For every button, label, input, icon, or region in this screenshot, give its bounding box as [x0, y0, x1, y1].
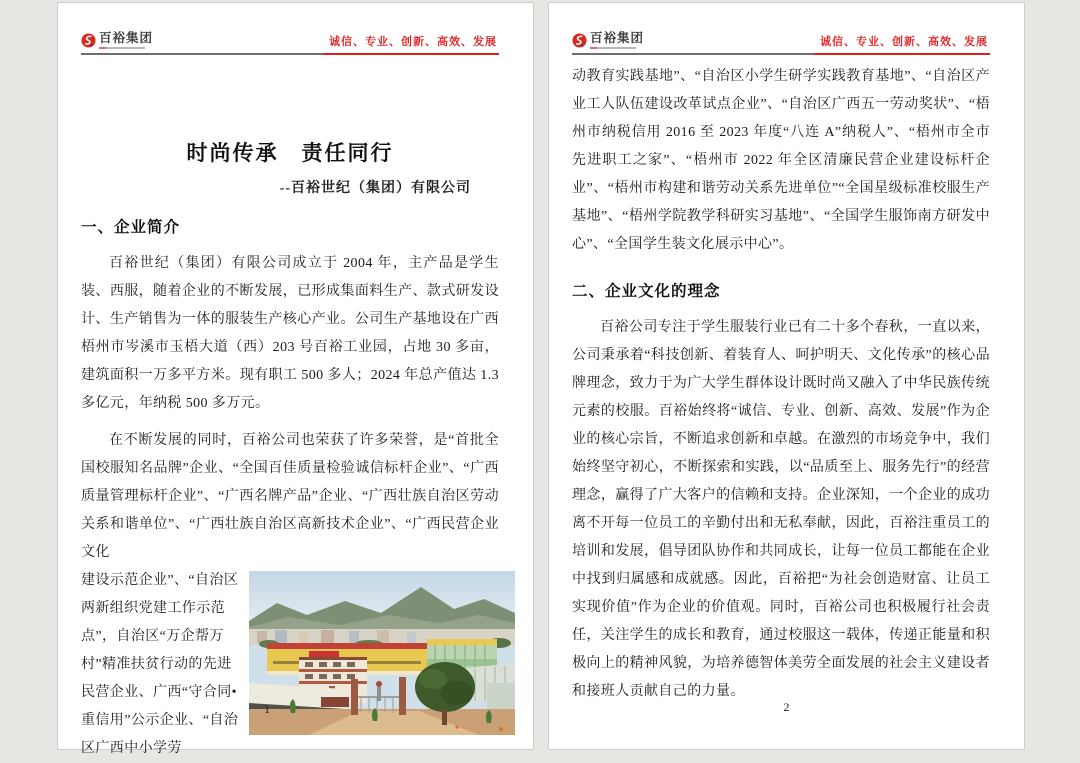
page-1	[57, 2, 534, 756]
logo-text: 百裕集团	[590, 31, 645, 45]
header-motto: 诚信、专业、创新、高效、发展	[323, 33, 499, 55]
header-motto: 诚信、专业、创新、高效、发展	[814, 33, 990, 55]
section-1-heading: 一、企业简介	[81, 219, 181, 236]
logo-icon	[81, 33, 96, 48]
paragraph: 百裕世纪（集团）有限公司成立于 2004 年，主产品是学生装、西服，随着企业的不断发展，已形成集面料生产、款式研发设计、生产销售为一体的服装生产核心产业。公司生产基地设在广西梧州市岑溪市玉梧大道（西）203 号百裕工业园，占地 30 多亩，建筑面积一万多平方米。现有职工 500 多人；2024 年总产值达 1.3 多亿元，年纳税 500 多万元。	[81, 256, 499, 411]
page-header	[81, 31, 499, 55]
company-logo	[572, 32, 644, 53]
logo-icon	[572, 33, 587, 48]
company-logo	[81, 32, 153, 53]
logo-text: 百裕集团	[99, 31, 154, 45]
document-title: 时尚传承 责任同行	[186, 141, 394, 165]
page-number: 1	[264, 702, 270, 716]
page-header	[572, 31, 990, 55]
paragraph: 百裕公司专注于学生服装行业已有二十多个春秋，一直以来，公司秉承着“科技创新、着装育人、呵护明天、文化传承”的核心品牌理念，致力于为广大学生群体设计既时尚又融入了中华民族传统元素的校服。百裕始终将“诚信、专业、创新、高效、发展”作为企业的核心宗旨，不断追求创新和卓越。在激烈的市场竞争中，我们始终坚守初心，不断探索和实践，以“品质至上、服务先行”的经营理念，赢得了广大客户的信赖和支持。企业深知，一个企业的成功离不开每一位员工的辛勤付出和无私奉献，因此，百裕注重员工的培训和发展，倡导团队协作和共同成长，让每一位员工都能在企业中找到归属感和成就感。因此，百裕把“为社会创造财富、让员工实现价值”作为企业的价值观。同时，百裕公司也积极履行社会责任，关注学生的成长和教育，通过校服这一载体，传递正能量和积极向上的精神风貌，为培养德智体美劳全面发展的社会主义建设者和接班人贡献自己的力量。	[572, 320, 990, 699]
section-2-heading: 二、企业文化的理念	[572, 283, 721, 300]
page-number: 2	[783, 700, 790, 714]
logo-subtext-line	[99, 47, 145, 49]
logo-subtext-line	[590, 47, 636, 49]
paragraph: 动教育实践基地”、“自治区小学生研学实践教育基地”、“自治区产业工人队伍建设改革试点企业”、“自治区广西五一劳动奖状”、“梧州市纳税信用 2016 至 2023 年度“八连 A”纳税人”、“梧州市全市先进职工之家”、“梧州市 2022 年全区清廉民营企业建设标杆企业”、“梧州市构建和谐劳动关系先进单位”“全国星级标准校服生产基地”、“梧州学院教学科研实习基地”、“全国学生服饰南方研发中心”、“全国学生装文化展示中心”。	[572, 69, 990, 252]
document-subtitle: --百裕世纪（集团）有限公司	[279, 181, 471, 196]
page-2	[548, 2, 1025, 750]
paragraph: 建设示范企业”、“自治区两新组织党建工作示范点”，自治区“万企帮万村”精准扶贫行动的先进民营企业、广西“守合同•重信用”公示企业、“自治区广西中小学劳	[81, 573, 239, 756]
paragraph-with-photo	[81, 567, 499, 763]
paragraph: 在不断发展的同时，百裕公司也荣获了许多荣誉，是“首批全国校服知名品牌”企业、“全国百佳质量检验诚信标杆企业”、“广西质量管理标杆企业”、“广西名牌产品”企业、“广西壮族自治区劳动关系和谐单位”、“广西壮族自治区高新技术企业”、“广西民营企业文化	[81, 433, 499, 560]
